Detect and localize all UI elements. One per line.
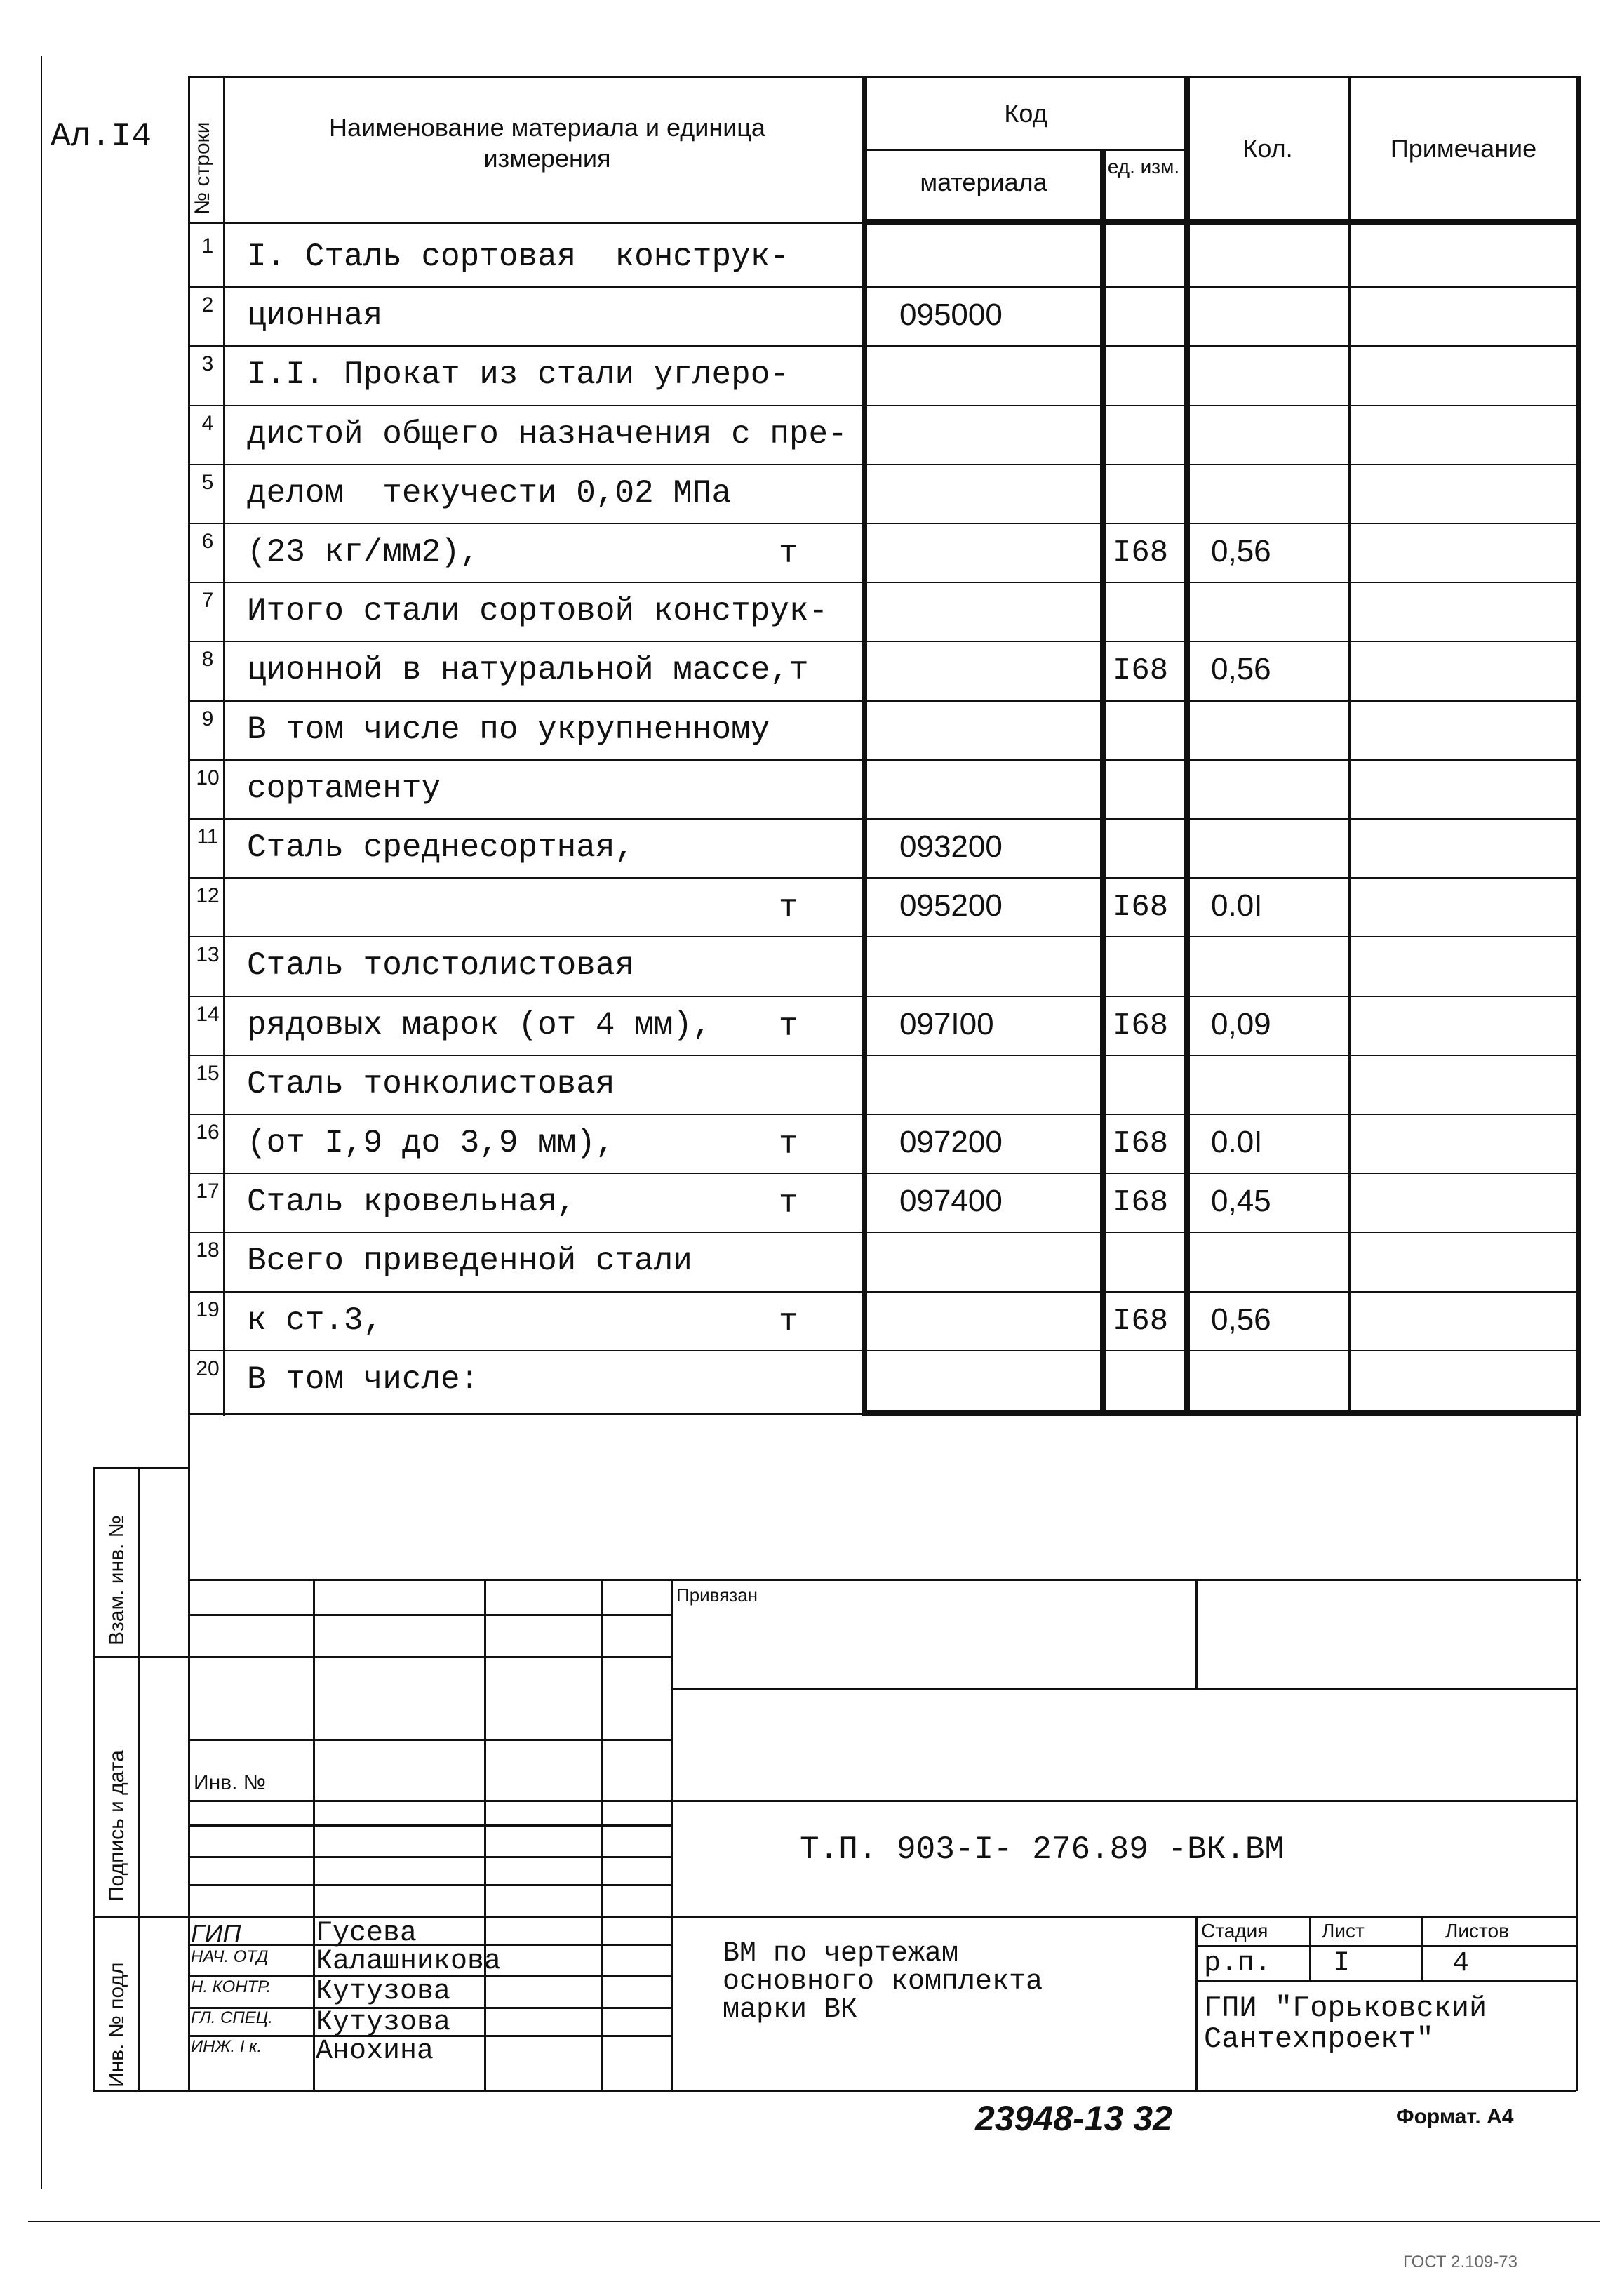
organization-line-2: Сантехпроект" [1204,2022,1434,2056]
row-divider [188,936,1581,937]
row-unit: т [779,1008,798,1045]
row-divider [188,818,1581,820]
row-qty: 0,56 [1211,534,1271,568]
margin-line [41,56,42,2189]
row-divider [188,582,1581,583]
row-name: (от I,9 до 3,9 мм), [247,1125,615,1161]
row-code: 097400 [899,1184,1003,1219]
sheet-label: Лист [1322,1920,1365,1942]
row-divider [188,877,1581,879]
row-code: 095000 [899,298,1003,333]
row-number: 20 [196,1356,220,1380]
row-name: сортаменту [247,770,441,807]
row-unit-code: I68 [1113,535,1169,570]
row-name: делом текучести 0,02 МПа [247,474,732,512]
row-name: Сталь тонколистовая [247,1065,615,1102]
header-code: Код [1004,99,1047,128]
inv-no-label: Инв. № [194,1771,266,1794]
row-name: дистой общего назначения с пре- [247,415,847,453]
row-divider [188,464,1581,465]
row-unit: т [779,1303,798,1340]
header-qty: Кол. [1242,134,1293,163]
side-label-0: Взам. инв. № [105,1515,128,1646]
doc-code: Т.П. 903-I- 276.89 -ВК.ВМ [800,1831,1285,1868]
row-number: 4 [201,411,214,435]
row-name: В том числе по укрупненному [247,711,770,748]
row-qty: 0,56 [1211,652,1271,687]
row-divider [188,1055,1581,1056]
row-number: 7 [201,589,214,613]
row-name: I.I. Прокат из стали углеро- [247,356,789,394]
header-code-material: материала [920,168,1047,196]
row-name: рядовых марок (от 4 мм), [247,1006,712,1043]
signer-name: Кутузова [316,2007,451,2038]
row-number: 9 [201,707,214,730]
row-divider [188,1114,1581,1115]
row-code: 097200 [899,1125,1003,1159]
row-number: 3 [201,352,214,376]
row-number: 5 [201,470,214,494]
row-number: 17 [196,1180,220,1203]
row-unit: т [779,890,798,927]
row-qty: 0,45 [1211,1184,1271,1219]
signer-role: ГЛ. СПЕЦ. [191,2008,273,2027]
row-divider [188,405,1581,406]
row-number: 1 [201,234,214,258]
row-unit-code: I68 [1113,1008,1169,1043]
row-unit-code: I68 [1113,1185,1169,1221]
doc-title [723,1940,1043,2024]
row-number: 10 [196,766,220,789]
row-name: Сталь среднесортная, [247,829,635,866]
signer-role: Н. КОНТР. [191,1977,272,1996]
row-qty: 0.0I [1211,1125,1263,1159]
signer-name: Гусева [316,1918,417,1949]
header-code-unit: ед. изм. [1107,156,1180,178]
row-number: 15 [196,1061,220,1085]
row-number: 14 [196,1002,220,1026]
row-name: (23 кг/мм2), [247,534,480,570]
row-number: 2 [201,293,214,317]
row-code: 093200 [899,829,1003,864]
row-divider [188,1232,1581,1233]
row-name: Сталь толстолистовая [247,947,635,985]
row-divider [188,759,1581,761]
row-divider [188,1173,1581,1174]
stage-label: Стадия [1201,1920,1268,1942]
row-unit-code: I68 [1113,1303,1169,1339]
organization-line-1: ГПИ "Горьковский [1204,1991,1487,2025]
bottom-margin-line [28,2221,1600,2222]
sheet-mark: Ал.I4 [51,118,152,156]
stage-value: р.п. [1204,1948,1272,1980]
doc-title-line-3: марки ВК [723,1994,858,2026]
row-name: Всего приведенной стали [247,1243,692,1280]
archive-number: 23948-13 32 [975,2099,1172,2138]
privyazan-label: Привязан [676,1584,758,1606]
row-qty: 0.0I [1211,888,1263,923]
row-code: 095200 [899,888,1003,923]
row-unit: т [779,1126,798,1163]
row-unit: т [779,535,798,572]
row-number: 12 [196,884,220,908]
row-unit: т [779,1185,798,1222]
side-label-2: Инв. № подл [105,1962,128,2088]
signer-role: ИНЖ. I к. [191,2037,262,2056]
row-name: ционная [247,298,383,335]
row-name: В том числе: [247,1361,480,1398]
format-label: Формат. А4 [1396,2105,1514,2128]
row-divider [188,1350,1581,1351]
row-unit-code: I68 [1113,890,1169,926]
row-divider [188,345,1581,347]
row-name: ционной в натуральной массе,т [247,652,809,689]
gost-label: ГОСТ 2.109-73 [1403,2252,1517,2271]
sheets-value: 4 [1452,1948,1470,1980]
row-name: Сталь кровельная, [247,1184,577,1221]
side-label-1: Подпись и дата [105,1750,128,1902]
signer-name: Калашникова [316,1946,502,1977]
row-name: Итого стали сортовой конструк- [247,593,829,630]
doc-title-line-1: ВМ по чертежам [723,1938,959,1970]
row-qty: 0,09 [1211,1006,1271,1041]
signer-role: ГИП [191,1919,241,1948]
sheets-label: Листов [1445,1920,1509,1942]
row-name: к ст.3, [247,1302,383,1339]
row-name: I. Сталь сортовая конструк- [247,239,789,275]
row-divider [188,641,1581,642]
row-divider [188,700,1581,702]
row-unit-code: I68 [1113,653,1169,689]
row-qty: 0,56 [1211,1302,1271,1337]
organization [1204,1993,1487,2055]
row-code: 097I00 [899,1006,994,1041]
signer-role: НАЧ. ОТД [191,1947,269,1966]
header-name: Наименование материала и единица измерения [329,113,765,173]
row-divider [188,1291,1581,1293]
row-number: 18 [196,1239,220,1262]
row-unit-code: I68 [1113,1126,1169,1161]
row-number: 6 [201,530,214,553]
row-divider [188,523,1581,524]
row-number: 16 [196,1121,220,1144]
header-note: Примечание [1390,134,1537,163]
row-divider [188,286,1581,288]
signer-name: Кутузова [316,1976,451,2008]
row-number: 19 [196,1297,220,1321]
row-number: 11 [196,825,219,848]
doc-title-line-2: основного комплекта [723,1966,1043,1998]
header-row-no: № строки [191,121,214,215]
row-number: 8 [201,648,214,672]
signer-name: Анохина [316,2036,434,2067]
row-number: 13 [196,943,220,967]
sheet-value: I [1333,1948,1351,1980]
row-divider [188,996,1581,997]
